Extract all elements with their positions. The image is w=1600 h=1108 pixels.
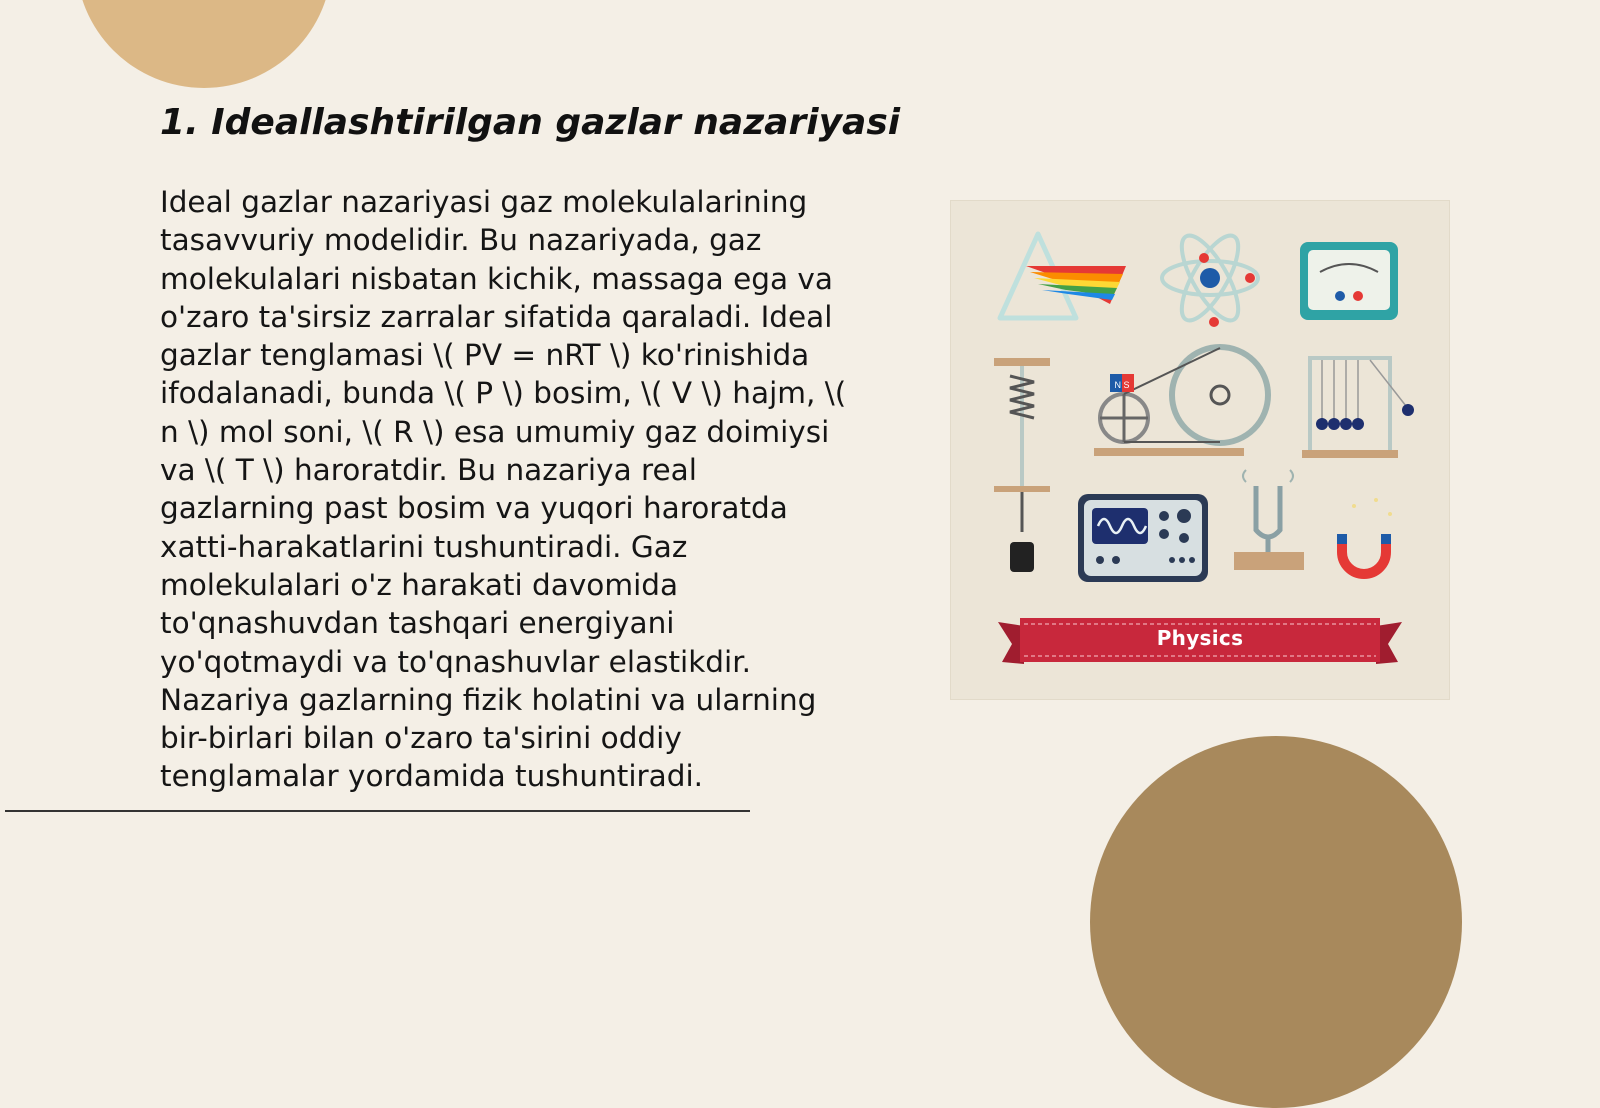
atom-icon — [1162, 228, 1258, 328]
magnet-label: N S — [1114, 380, 1130, 390]
physics-illustration — [950, 200, 1450, 700]
slide-body-text: Ideal gazlar nazariyasi gaz molekulalarining tasavvuriy modelidir. Bu nazariyada, gaz molekulalari nisbatan kichik, massaga ega va o'zaro ta'sirsiz zarralar sifatida qaraladi. Ideal gazlar tenglamasi \( PV = nRT \) ko'rinishida ifodalanadi, bunda \( P \) bosim, \( V \) hajm, \( n \) mol soni, \( R \) esa umumiy gaz doimiysi va \( T \) haroratdir. Bu nazariya real gazlarning past bosim va yuqori haroratda xatti-harakatlarini tushuntiradi. Gaz molekulalari o'z harakati davomida to'qnashuvdan tashqari energiyani yo'qotmaydi va to'qnashuvlar elastikdir. Nazariya gazlarning fizik holatini va ularning bir-birlari bilan o'zaro ta'sirini oddiy tenglamalar yordamida tushuntiradi. — [160, 185, 847, 794]
spring-scale-icon — [994, 358, 1050, 572]
meter-icon — [1300, 242, 1398, 320]
oscilloscope-icon — [1078, 494, 1208, 582]
divider-line — [5, 810, 750, 812]
wimshurst-machine-icon — [1094, 347, 1268, 456]
decorative-circle-top — [76, 0, 332, 88]
slide-title: 1. Ideallashtirilgan gazlar nazariyasi — [160, 102, 901, 143]
magnet-icon — [1342, 498, 1392, 574]
newtons-cradle-icon — [1302, 358, 1414, 458]
decorative-circle-bottom — [1090, 736, 1462, 1108]
banner-label: Physics — [1156, 626, 1244, 650]
prism-icon — [1000, 234, 1126, 318]
tuning-fork-icon — [1234, 470, 1304, 570]
